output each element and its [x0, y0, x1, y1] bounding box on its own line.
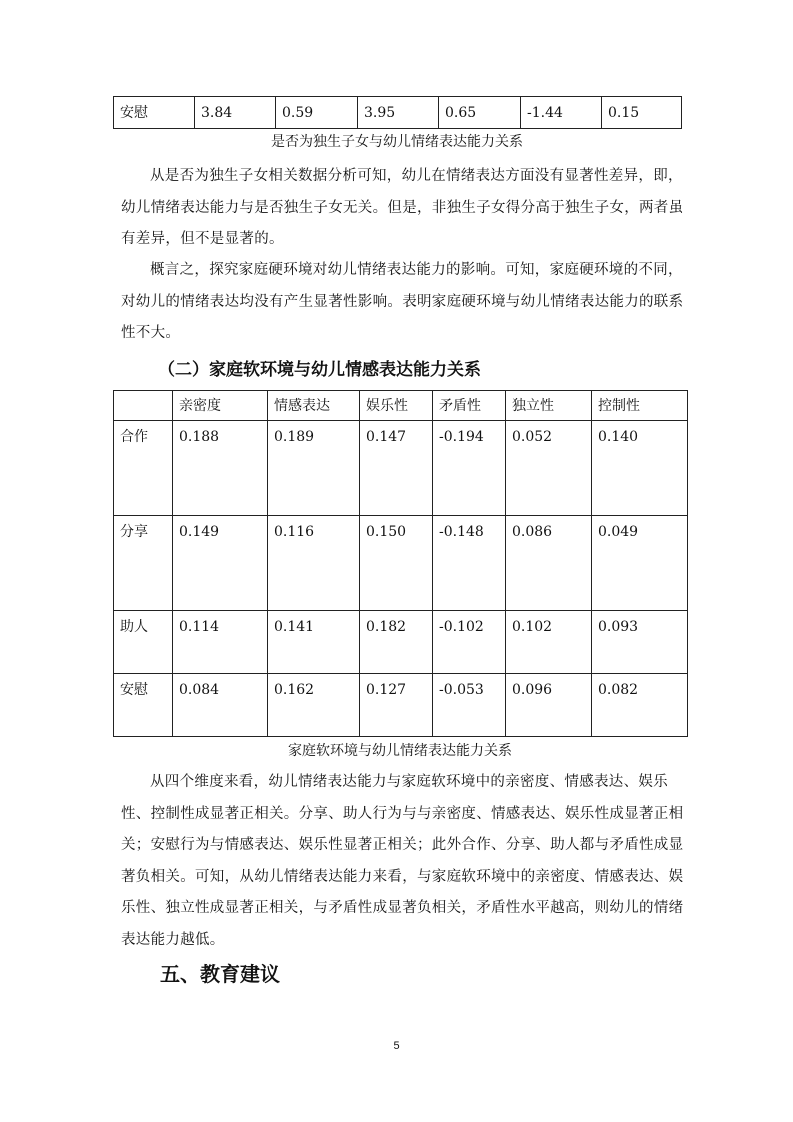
table-header-cell: 情感表达 — [268, 391, 360, 421]
table-cell: 3.84 — [195, 97, 276, 129]
table-row — [114, 674, 688, 737]
table-header-row — [114, 391, 688, 421]
chapter-heading: 五、教育建议 — [160, 962, 280, 986]
row-label: 合作 — [114, 421, 173, 516]
table-cell: 0.049 — [592, 516, 688, 611]
table-cell: 0.182 — [360, 611, 433, 674]
table-cell: 0.084 — [173, 674, 268, 737]
table-cell: 3.95 — [358, 97, 439, 129]
paragraph-hard-environment-summary: 概言之，探究家庭硬环境对幼儿情绪表达能力的影响。可知，家庭硬环境的不同，对幼儿的情绪表达均没有产生显著性影响。表明家庭硬环境与幼儿情绪表达能力的联系性不大。 — [121, 262, 684, 341]
table-cell: -0.102 — [433, 611, 506, 674]
table-cell: 0.15 — [602, 97, 682, 129]
row-label: 助人 — [114, 611, 173, 674]
table-cell: 0.127 — [360, 674, 433, 737]
paragraph-four-dimensions: 从四个维度来看，幼儿情绪表达能力与家庭软环境中的亲密度、情感表达、娱乐性、控制性成显著正相关。分享、助人行为与与亲密度、情感表达、娱乐性成显著正相关；安慰行为与情感表达、娱乐性显著正相关；此外合作、分享、助人都与矛盾性成显著负相关。可知，从幼儿情绪表达能力来看，与家庭软环境中的亲密度、情感表达、娱乐性、独立性成显著正相关，与矛盾性成显著负相关，矛盾性水平越高，则幼儿的情绪表达能力越低。 — [121, 774, 684, 948]
table-cell: 0.149 — [173, 516, 268, 611]
table-cell: -0.053 — [433, 674, 506, 737]
table-header-cell: 矛盾性 — [433, 391, 506, 421]
table-header-cell — [114, 391, 173, 421]
table-cell: 0.102 — [506, 611, 592, 674]
table-cell: 0.189 — [268, 421, 360, 516]
table-caption-soft-environment: 家庭软环境与幼儿情绪表达能力关系 — [288, 743, 512, 759]
table-cell: 安慰 — [114, 97, 195, 129]
table-row — [114, 97, 682, 129]
table-cell: 0.086 — [506, 516, 592, 611]
table-cell: 0.141 — [268, 611, 360, 674]
table-cell: 0.052 — [506, 421, 592, 516]
table-cell: 0.096 — [506, 674, 592, 737]
table-cell: -1.44 — [521, 97, 602, 129]
table-header-cell: 娱乐性 — [360, 391, 433, 421]
table-caption-only-child: 是否为独生子女与幼儿情绪表达能力关系 — [271, 134, 523, 150]
paragraph-only-child-analysis: 从是否为独生子女相关数据分析可知，幼儿在情绪表达方面没有显著性差异，即，幼儿情绪表达能力与是否独生子女无关。但是，非独生子女得分高于独生子女，两者虽有差异，但不是显著的。 — [121, 168, 684, 247]
page-number: 5 — [393, 1040, 400, 1052]
table-header-cell: 控制性 — [592, 391, 688, 421]
table-cell: 0.114 — [173, 611, 268, 674]
table-cell: 0.150 — [360, 516, 433, 611]
table-row — [114, 516, 688, 611]
table-cell: 0.116 — [268, 516, 360, 611]
table-cell: -0.148 — [433, 516, 506, 611]
table-cell: 0.093 — [592, 611, 688, 674]
table-cell: 0.140 — [592, 421, 688, 516]
table-cell: 0.65 — [439, 97, 521, 129]
table-cell: 0.147 — [360, 421, 433, 516]
table-row — [114, 421, 688, 516]
table-cell: 0.188 — [173, 421, 268, 516]
table-row — [114, 611, 688, 674]
row-label: 分享 — [114, 516, 173, 611]
table-cell: 0.082 — [592, 674, 688, 737]
table-header-cell: 独立性 — [506, 391, 592, 421]
row-label: 安慰 — [114, 674, 173, 737]
table-cell: -0.194 — [433, 421, 506, 516]
family-structure-table-fragment — [113, 96, 682, 129]
table-header-cell: 亲密度 — [173, 391, 268, 421]
table-cell: 0.59 — [276, 97, 358, 129]
table-cell: 0.162 — [268, 674, 360, 737]
soft-environment-correlation-table — [113, 390, 688, 737]
section-heading: （二）家庭软环境与幼儿情感表达能力关系 — [158, 360, 481, 380]
